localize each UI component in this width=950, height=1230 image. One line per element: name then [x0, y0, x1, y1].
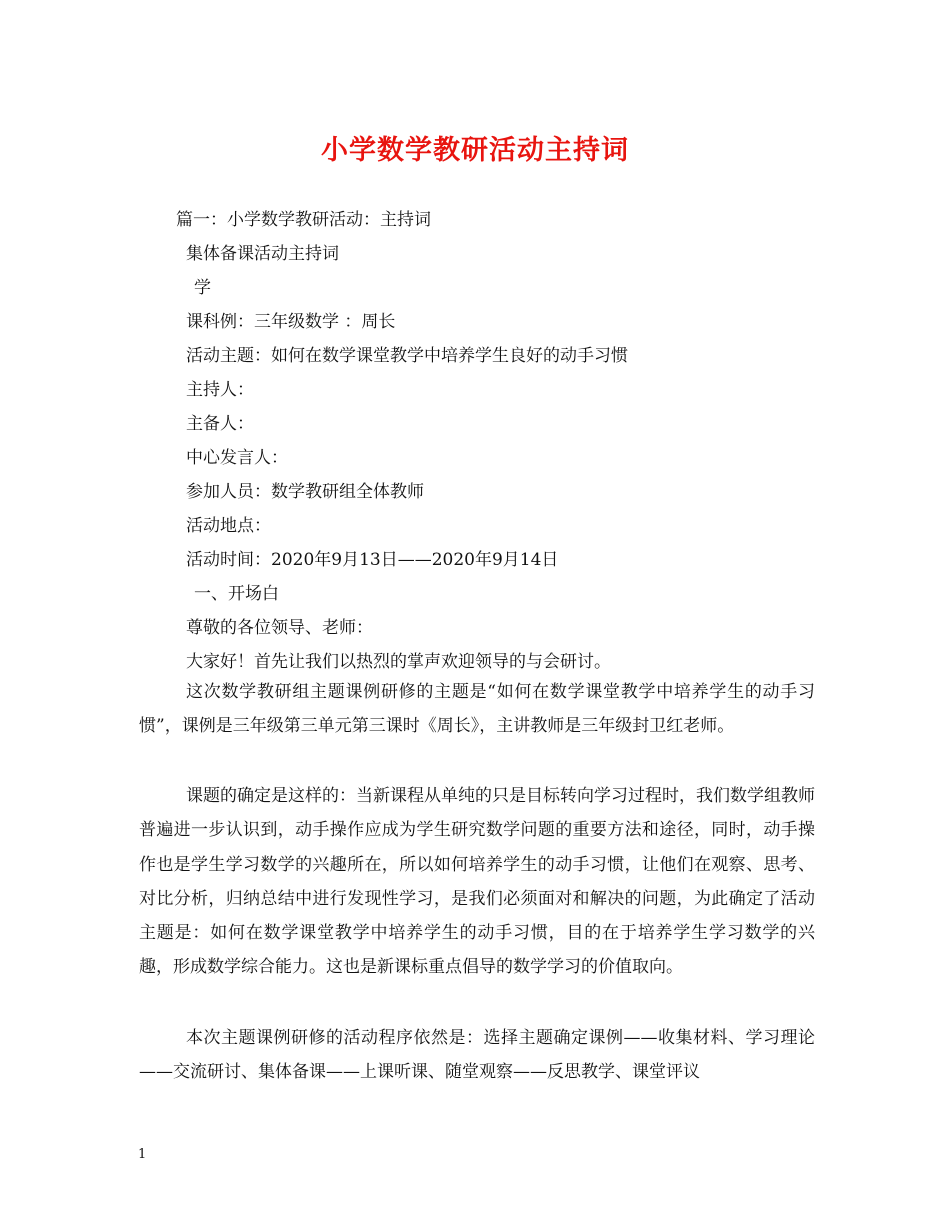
text-line-greeting: 尊敬的各位领导、老师： [186, 618, 373, 638]
text-line-activity-name: 集体备课活动主持词 [186, 244, 339, 264]
text-line-section-heading: 篇一：小学数学教研活动：主持词 [176, 210, 431, 230]
paragraph-theme-intro: 这次数学教研组主题课例研修的主题是“如何在数学课堂教学中培养学生的动手习惯”，课例是三年级第三单元第三课时《周长》，主讲教师是三年级封卫红老师。 [139, 682, 815, 737]
page-number: 1 [138, 1147, 147, 1162]
text-line-location: 活动地点： [186, 516, 271, 536]
text-line-participants: 参加人员：数学教研组全体教师 [186, 482, 424, 502]
text-line-keynote-speaker: 中心发言人： [186, 448, 288, 468]
text-line-main-preparer: 主备人： [186, 414, 254, 434]
text-line-welcome: 大家好！首先让我们以热烈的掌声欢迎领导的与会研讨。 [186, 652, 611, 672]
text-line-opening-heading: 一、开场白 [194, 584, 279, 604]
paragraph-topic-rationale: 课题的确定是这样的：当新课程从单纯的只是目标转向学习过程时，我们数学组教师普遍进一步认识到，动手操作应成为学生研究数学问题的重要方法和途径，同时，动手操作也是学生学习数学的兴趣所在，所以如何培养学生的动手习惯，让他们在观察、思考、对比分析，归纳总结中进行发现性学习，是我们必须面对和解决的问题，为此确定了活动主题是：如何在数学课堂教学中培养学生的动手习惯，目的在于培养学生学习数学的兴趣，形成数学综合能力。这也是新课标重点倡导的数学学习的价值取向。 [139, 786, 815, 978]
text-line-subject-fragment: 学 [194, 278, 211, 298]
text-line-lesson-example: 课科例：三年级数学 ：周长 [186, 312, 396, 332]
paragraph-activity-procedure: 本次主题课例研修的活动程序依然是：选择主题确定课例——收集材料、学习理论——交流研讨、集体备课——上课听课、随堂观察——反思教学、课堂评议 [139, 1028, 815, 1083]
text-line-host: 主持人： [186, 380, 254, 400]
text-line-time: 活动时间：2020年9月13日——2020年9月14日 [186, 550, 559, 570]
text-line-activity-theme: 活动主题：如何在数学课堂教学中培养学生良好的动手习惯 [186, 346, 628, 366]
document-title: 小学数学教研活动主持词 [321, 135, 629, 166]
